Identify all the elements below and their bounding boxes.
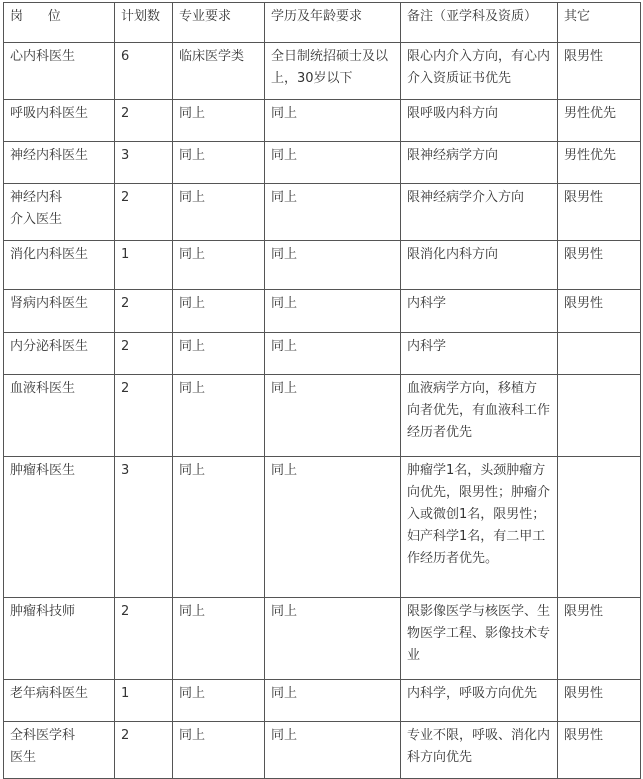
cell-education-age: 同上 bbox=[265, 241, 401, 290]
table-row bbox=[4, 100, 641, 142]
cell-position: 心内科医生 bbox=[4, 43, 115, 100]
cell-major: 同上 bbox=[173, 290, 265, 333]
cell-major: 同上 bbox=[173, 142, 265, 184]
recruitment-table bbox=[3, 2, 641, 779]
cell-education-age: 同上 bbox=[265, 290, 401, 333]
cell-major: 同上 bbox=[173, 598, 265, 680]
header-plan-count: 计划数 bbox=[115, 3, 173, 43]
cell-education-age: 同上 bbox=[265, 375, 401, 457]
cell-major: 同上 bbox=[173, 457, 265, 598]
cell-other: 限男性 bbox=[558, 680, 641, 722]
cell-position: 神经内科 介入医生 bbox=[4, 184, 115, 241]
cell-education-age: 同上 bbox=[265, 142, 401, 184]
cell-education-age: 同上 bbox=[265, 333, 401, 375]
cell-plan-count: 2 bbox=[115, 722, 173, 779]
cell-remarks: 限消化内科方向 bbox=[401, 241, 558, 290]
table-row bbox=[4, 142, 641, 184]
cell-position: 肿瘤科技师 bbox=[4, 598, 115, 680]
cell-position: 老年病科医生 bbox=[4, 680, 115, 722]
header-remarks: 备注（亚学科及资质） bbox=[401, 3, 558, 43]
cell-plan-count: 2 bbox=[115, 100, 173, 142]
cell-remarks: 限呼吸内科方向 bbox=[401, 100, 558, 142]
table-row bbox=[4, 184, 641, 241]
cell-remarks: 限影像医学与核医学、生 物医学工程、影像技术专 业 bbox=[401, 598, 558, 680]
cell-education-age: 同上 bbox=[265, 100, 401, 142]
cell-major: 同上 bbox=[173, 184, 265, 241]
cell-plan-count: 3 bbox=[115, 142, 173, 184]
cell-major: 同上 bbox=[173, 722, 265, 779]
cell-major: 同上 bbox=[173, 100, 265, 142]
cell-position: 全科医学科 医生 bbox=[4, 722, 115, 779]
cell-other: 限男性 bbox=[558, 43, 641, 100]
cell-plan-count: 2 bbox=[115, 375, 173, 457]
cell-major: 临床医学类 bbox=[173, 43, 265, 100]
cell-position: 呼吸内科医生 bbox=[4, 100, 115, 142]
header-other: 其它 bbox=[558, 3, 641, 43]
cell-remarks: 限神经病学介入方向 bbox=[401, 184, 558, 241]
cell-plan-count: 2 bbox=[115, 290, 173, 333]
cell-education-age: 全日制统招硕士及以 上，30岁以下 bbox=[265, 43, 401, 100]
cell-remarks: 限心内介入方向，有心内 介入资质证书优先 bbox=[401, 43, 558, 100]
cell-plan-count: 2 bbox=[115, 333, 173, 375]
cell-remarks: 内科学，呼吸方向优先 bbox=[401, 680, 558, 722]
cell-other: 男性优先 bbox=[558, 142, 641, 184]
cell-other bbox=[558, 457, 641, 598]
header-major: 专业要求 bbox=[173, 3, 265, 43]
cell-other: 限男性 bbox=[558, 598, 641, 680]
cell-plan-count: 2 bbox=[115, 184, 173, 241]
cell-education-age: 同上 bbox=[265, 680, 401, 722]
cell-position: 肾病内科医生 bbox=[4, 290, 115, 333]
cell-education-age: 同上 bbox=[265, 457, 401, 598]
table-row bbox=[4, 290, 641, 333]
cell-plan-count: 2 bbox=[115, 598, 173, 680]
cell-remarks: 限神经病学方向 bbox=[401, 142, 558, 184]
table-row bbox=[4, 333, 641, 375]
cell-position: 血液科医生 bbox=[4, 375, 115, 457]
cell-major: 同上 bbox=[173, 680, 265, 722]
cell-other: 限男性 bbox=[558, 184, 641, 241]
cell-other bbox=[558, 333, 641, 375]
header-education-age: 学历及年龄要求 bbox=[265, 3, 401, 43]
table-header-row bbox=[4, 3, 641, 43]
table-row bbox=[4, 241, 641, 290]
cell-other: 男性优先 bbox=[558, 100, 641, 142]
cell-remarks: 内科学 bbox=[401, 333, 558, 375]
table-row bbox=[4, 43, 641, 100]
header-position: 岗 位 bbox=[4, 3, 115, 43]
cell-remarks: 专业不限，呼吸、消化内 科方向优先 bbox=[401, 722, 558, 779]
cell-position: 消化内科医生 bbox=[4, 241, 115, 290]
table-row bbox=[4, 680, 641, 722]
cell-other: 限男性 bbox=[558, 722, 641, 779]
cell-education-age: 同上 bbox=[265, 722, 401, 779]
cell-education-age: 同上 bbox=[265, 598, 401, 680]
cell-remarks: 肿瘤学1名，头颈肿瘤方 向优先，限男性；肿瘤介 入或微创1名，限男性； 妇产科学1名，有二甲工 作经历者优先。 bbox=[401, 457, 558, 598]
cell-major: 同上 bbox=[173, 241, 265, 290]
table-row bbox=[4, 598, 641, 680]
cell-plan-count: 1 bbox=[115, 680, 173, 722]
cell-remarks: 血液病学方向，移植方 向者优先，有血液科工作 经历者优先 bbox=[401, 375, 558, 457]
cell-position: 神经内科医生 bbox=[4, 142, 115, 184]
cell-education-age: 同上 bbox=[265, 184, 401, 241]
cell-plan-count: 1 bbox=[115, 241, 173, 290]
cell-other bbox=[558, 375, 641, 457]
cell-remarks: 内科学 bbox=[401, 290, 558, 333]
cell-other: 限男性 bbox=[558, 241, 641, 290]
cell-plan-count: 6 bbox=[115, 43, 173, 100]
cell-major: 同上 bbox=[173, 375, 265, 457]
table-row bbox=[4, 375, 641, 457]
table-row bbox=[4, 722, 641, 779]
cell-position: 内分泌科医生 bbox=[4, 333, 115, 375]
cell-major: 同上 bbox=[173, 333, 265, 375]
cell-position: 肿瘤科医生 bbox=[4, 457, 115, 598]
table-row bbox=[4, 457, 641, 598]
cell-plan-count: 3 bbox=[115, 457, 173, 598]
cell-other: 限男性 bbox=[558, 290, 641, 333]
